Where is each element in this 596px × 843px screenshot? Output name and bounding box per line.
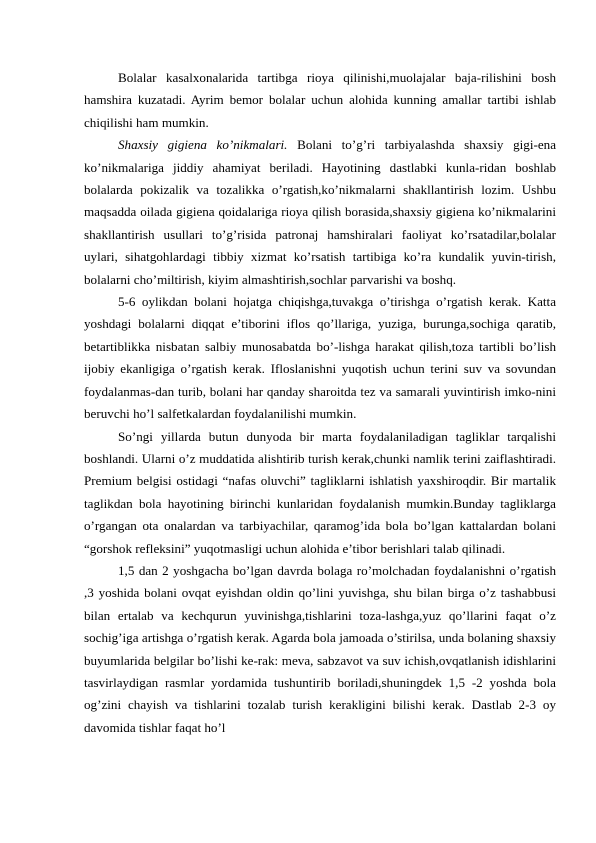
paragraph-text: 5-6 oylikdan bolani hojatga chiqishga,tuvakga o’tirishga o’rgatish kerak. Katta yoshdagi bolalarni diqqat e’tiborini iflos qo’llariga, yuziga, burunga,sochiga qaratib, betartiblikka nisbatan salbiy munosabatda bo’-lishga harakat qilish,toza tartibli bo’lish ijobiy ekanligiga o’rgatish kerak. Ifloslanishni yuqotish uchun terini suv va sovundan foydalanmas-dan turib, bolani har qanday sharoitda tez va samarali yuvintirish imko-nini beruvchi ho’l salfetkalardan foydalanilishi mumkin. <box>84 294 556 422</box>
paragraph-potty-training <box>84 291 556 425</box>
document-page <box>84 67 556 739</box>
paragraph-text: Bolani to’g’ri tarbiyalashda shaxsiy gigi-ena ko’nikmalariga jiddiy ahamiyat beriladi. Hayotining dastlabki kunla-ridan boshlab bolalarda pokizalik va tozalikka o’rgatish,ko’nikmalarni shakllantirish lozim. Ushbu maqsadda oilada gigiena qoidalariga rioya qilish borasida,shaxsiy gigiena ko’nikmalarini shakllantirish usullari to’g’risida patronaj hamshiralari faoliyat ko’rsatadilar,bolalar uylari, sihatgohlardagi tibbiy xizmat ko’rsatish tartibiga ko’ra kundalik yuvin-tirish, bolalarni cho’miltirish, kiyim almashtirish,sochlar parvarishi va boshq. <box>84 137 557 287</box>
paragraph-hygiene-skills <box>84 134 556 291</box>
paragraph-diapers <box>84 426 556 560</box>
paragraph-text: 1,5 dan 2 yoshgacha bo’lgan davrda bolaga ro’molchadan foydalanishni o’rgatish ,3 yoshida bolani ovqat eyishdan oldin qo’lini yuvishga, shu bilan birga o’z tashabbusi bilan ertalab va kechqurun yuvinishga,tishlarini toza-lashga,yuz qo’llarini faqat o’z sochig’iga artishga o’rgatish kerak. Agarda bola jamoada o’stirilsa, unda bolaning shaxsiy buyumlarida belgilar bo’lishi ke-rak: meva, sabzavot va suv ichish,ovqatlanish idishlarini tasvirlaydigan rasmlar yordamida tushuntirib boriladi,shuningdek 1,5 -2 yoshda bola og’zini chayish va tishlarini tozalab turish kerakligini bilishi kerak. Dastlab 2-3 oy davomida tishlar faqat ho’l <box>84 562 556 735</box>
paragraph-age-habits <box>84 560 556 739</box>
paragraph-text: So’ngi yillarda butun dunyoda bir marta foydalaniladigan tagliklar tarqalishi boshlandi. Ularni o’z muddatida alishtirib turish kerak,chunki namlik terini zaiflashtiradi. Premium belgisi ostidagi “nafas oluvchi” tagliklarni ishlatish yaxshiroqdir. Bir martalik taglikdan bola hayotining birinchi kunlaridan foydalanish mumkin.Bunday tagliklarga o’rgangan ota onalardan va tarbiyachilar, qaramog’ida bola bo’lgan kattalardan bolani “gorshok refleksini” yuqotmasligi uchun alohida e’tibor berishlari talab qilinadi. <box>84 428 556 556</box>
paragraph-hospital-regime <box>84 67 556 134</box>
section-heading-italic: Shaxsiy gigiena ko’nikmalari. <box>118 137 288 153</box>
paragraph-text: Bolalar kasalxonalarida tartibga rioya qilinishi,muolajalar baja-rilishini bosh hamshira kuzatadi. Ayrim bemor bolalar uchun alohida kunning amallar tartibi ishlab chiqilishi ham mumkin. <box>84 70 556 130</box>
